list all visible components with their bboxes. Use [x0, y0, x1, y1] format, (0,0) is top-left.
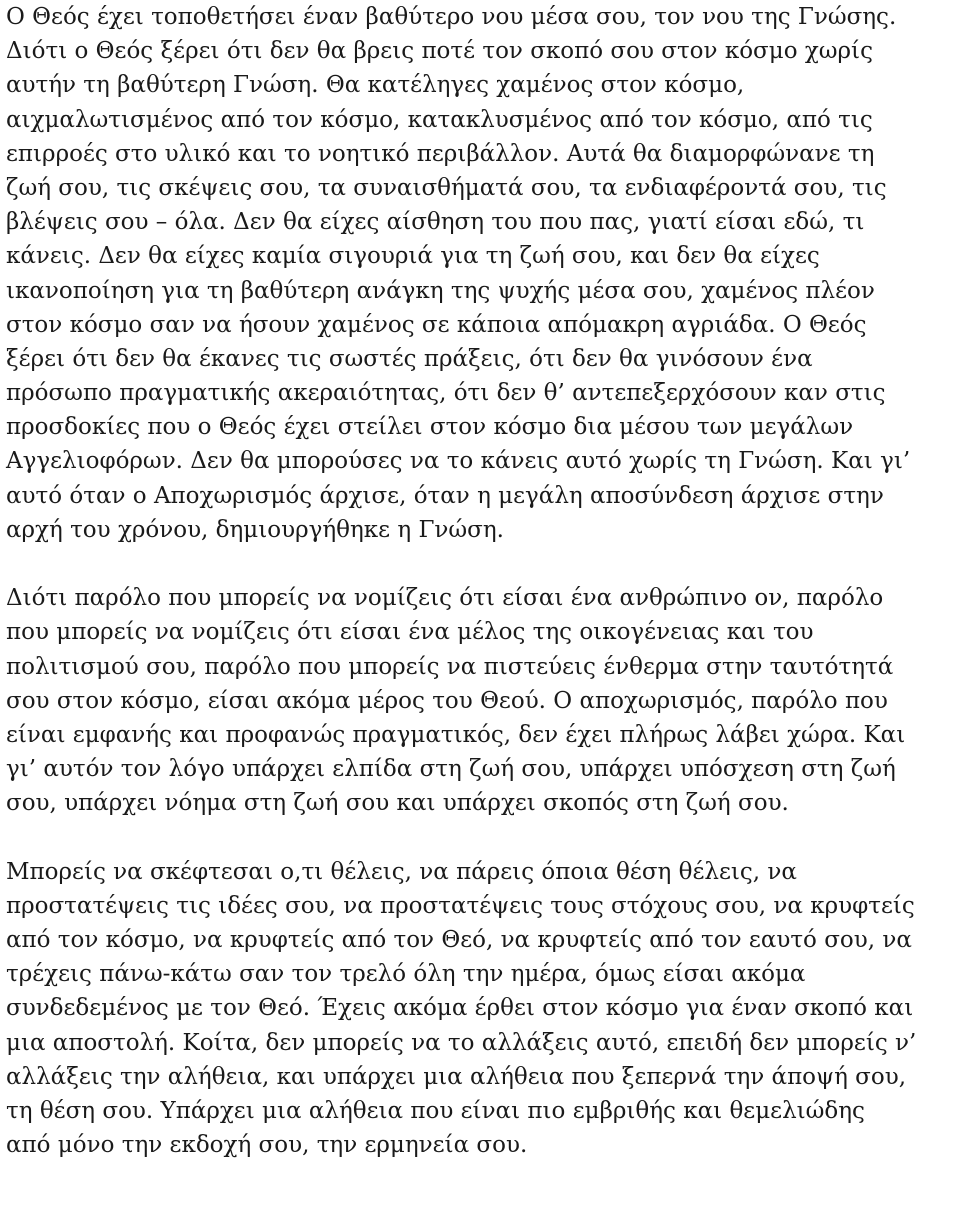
text-line: Μπορείς να σκέφτεσαι ο,τι θέλεις, να πάρεις όποια θέση θέλεις, να — [6, 858, 797, 885]
paragraph-spacer — [6, 821, 956, 855]
text-line: βλέψεις σου – όλα. Δεν θα είχες αίσθηση του που πας, γιατί είσαι εδώ, τι — [6, 209, 865, 236]
text-line: αιχμαλωτισμένος από τον κόσμο, κατακλυσμένος από τον κόσμο, από τις — [6, 106, 873, 133]
text-line: συνδεδεμένος με τον Θεό. Έχεις ακόμα έρθει στον κόσμο για έναν σκοπό και — [6, 995, 914, 1022]
text-line: προσδοκίες που ο Θεός έχει στείλει στον κόσμο δια μέσου των μεγάλων — [6, 414, 854, 441]
text-line: αρχή του χρόνου, δημιουργήθηκε η Γνώση. — [6, 516, 504, 543]
paragraph-1 — [6, 0, 956, 547]
text-line: είναι εμφανής και προφανώς πραγματικός, δεν έχει πλήρως λάβει χώρα. Και — [6, 721, 906, 748]
text-line: από τον κόσμο, να κρυφτείς από τον Θεό, να κρυφτείς από τον εαυτό σου, να — [6, 927, 912, 954]
text-line: ικανοποίηση για τη βαθύτερη ανάγκη της ψυχής μέσα σου, χαμένος πλέον — [6, 277, 875, 304]
text-line: Διότι ο Θεός ξέρει ότι δεν θα βρεις ποτέ τον σκοπό σου στον κόσμο χωρίς — [6, 38, 873, 65]
text-line: κάνεις. Δεν θα είχες καμία σιγουριά για τη ζωή σου, και δεν θα είχες — [6, 243, 820, 270]
paragraph-3 — [6, 855, 956, 1163]
text-line: από μόνο την εκδοχή σου, την ερμηνεία σου. — [6, 1132, 528, 1159]
text-line: ξέρει ότι δεν θα έκανες τις σωστές πράξεις, ότι δεν θα γινόσουν ένα — [6, 345, 813, 372]
text-line: προστατέψεις τις ιδέες σου, να προστατέψεις τους στόχους σου, να κρυφτείς — [6, 892, 915, 919]
document-page — [6, 0, 956, 1162]
text-line: Διότι παρόλο που μπορείς να νομίζεις ότι είσαι ένα ανθρώπινο ον, παρόλο — [6, 585, 884, 612]
text-line: Αγγελιοφόρων. Δεν θα μπορούσες να το κάνεις αυτό χωρίς τη Γνώση. Και γι’ — [6, 448, 911, 475]
text-line: μια αποστολή. Κοίτα, δεν μπορείς να το αλλάξεις αυτό, επειδή δεν μπορείς ν’ — [6, 1029, 917, 1056]
text-line: τρέχεις πάνω-κάτω σαν τον τρελό όλη την ημέρα, όμως είσαι ακόμα — [6, 961, 806, 988]
text-line: τη θέση σου. Υπάρχει μια αλήθεια που είναι πιο εμβριθής και θεμελιώδης — [6, 1098, 865, 1124]
paragraph-spacer — [6, 547, 956, 581]
text-line: γι’ αυτόν τον λόγο υπάρχει ελπίδα στη ζωή σου, υπάρχει υπόσχεση στη ζωή — [6, 756, 896, 783]
text-line: σου στον κόσμο, είσαι ακόμα μέρος του Θεού. Ο αποχωρισμός, παρόλο που — [6, 687, 888, 714]
text-line: στον κόσμο σαν να ήσουν χαμένος σε κάποια απόμακρη αγριάδα. Ο Θεός — [6, 311, 867, 338]
text-line: πολιτισμού σου, παρόλο που μπορείς να πιστεύεις ένθερμα στην ταυτότητά — [6, 653, 894, 680]
paragraph-2 — [6, 581, 956, 820]
text-line: πρόσωπο πραγματικής ακεραιότητας, ότι δεν θ’ αντεπεξερχόσουν καν στις — [6, 380, 886, 407]
text-line: αλλάξεις την αλήθεια, και υπάρχει μια αλήθεια που ξεπερνά την άποψή σου, — [6, 1063, 906, 1090]
text-line: που μπορείς να νομίζεις ότι είσαι ένα μέλος της οικογένειας και του — [6, 619, 814, 646]
text-line: επιρροές στο υλικό και το νοητικό περιβάλλον. Αυτά θα διαμορφώνανε τη — [6, 140, 875, 167]
text-line: αυτήν τη βαθύτερη Γνώση. Θα κατέληγες χαμένος στον κόσμο, — [6, 72, 745, 99]
text-line: αυτό όταν ο Αποχωρισμός άρχισε, όταν η μεγάλη αποσύνδεση άρχισε στην — [6, 482, 884, 509]
text-line: Ο Θεός έχει τοποθετήσει έναν βαθύτερο νου μέσα σου, τον νου της Γνώσης. — [6, 4, 897, 30]
text-line: ζωή σου, τις σκέψεις σου, τα συναισθήματά σου, τα ενδιαφέροντά σου, τις — [6, 174, 887, 201]
text-line: σου, υπάρχει νόημα στη ζωή σου και υπάρχει σκοπός στη ζωή σου. — [6, 790, 789, 817]
